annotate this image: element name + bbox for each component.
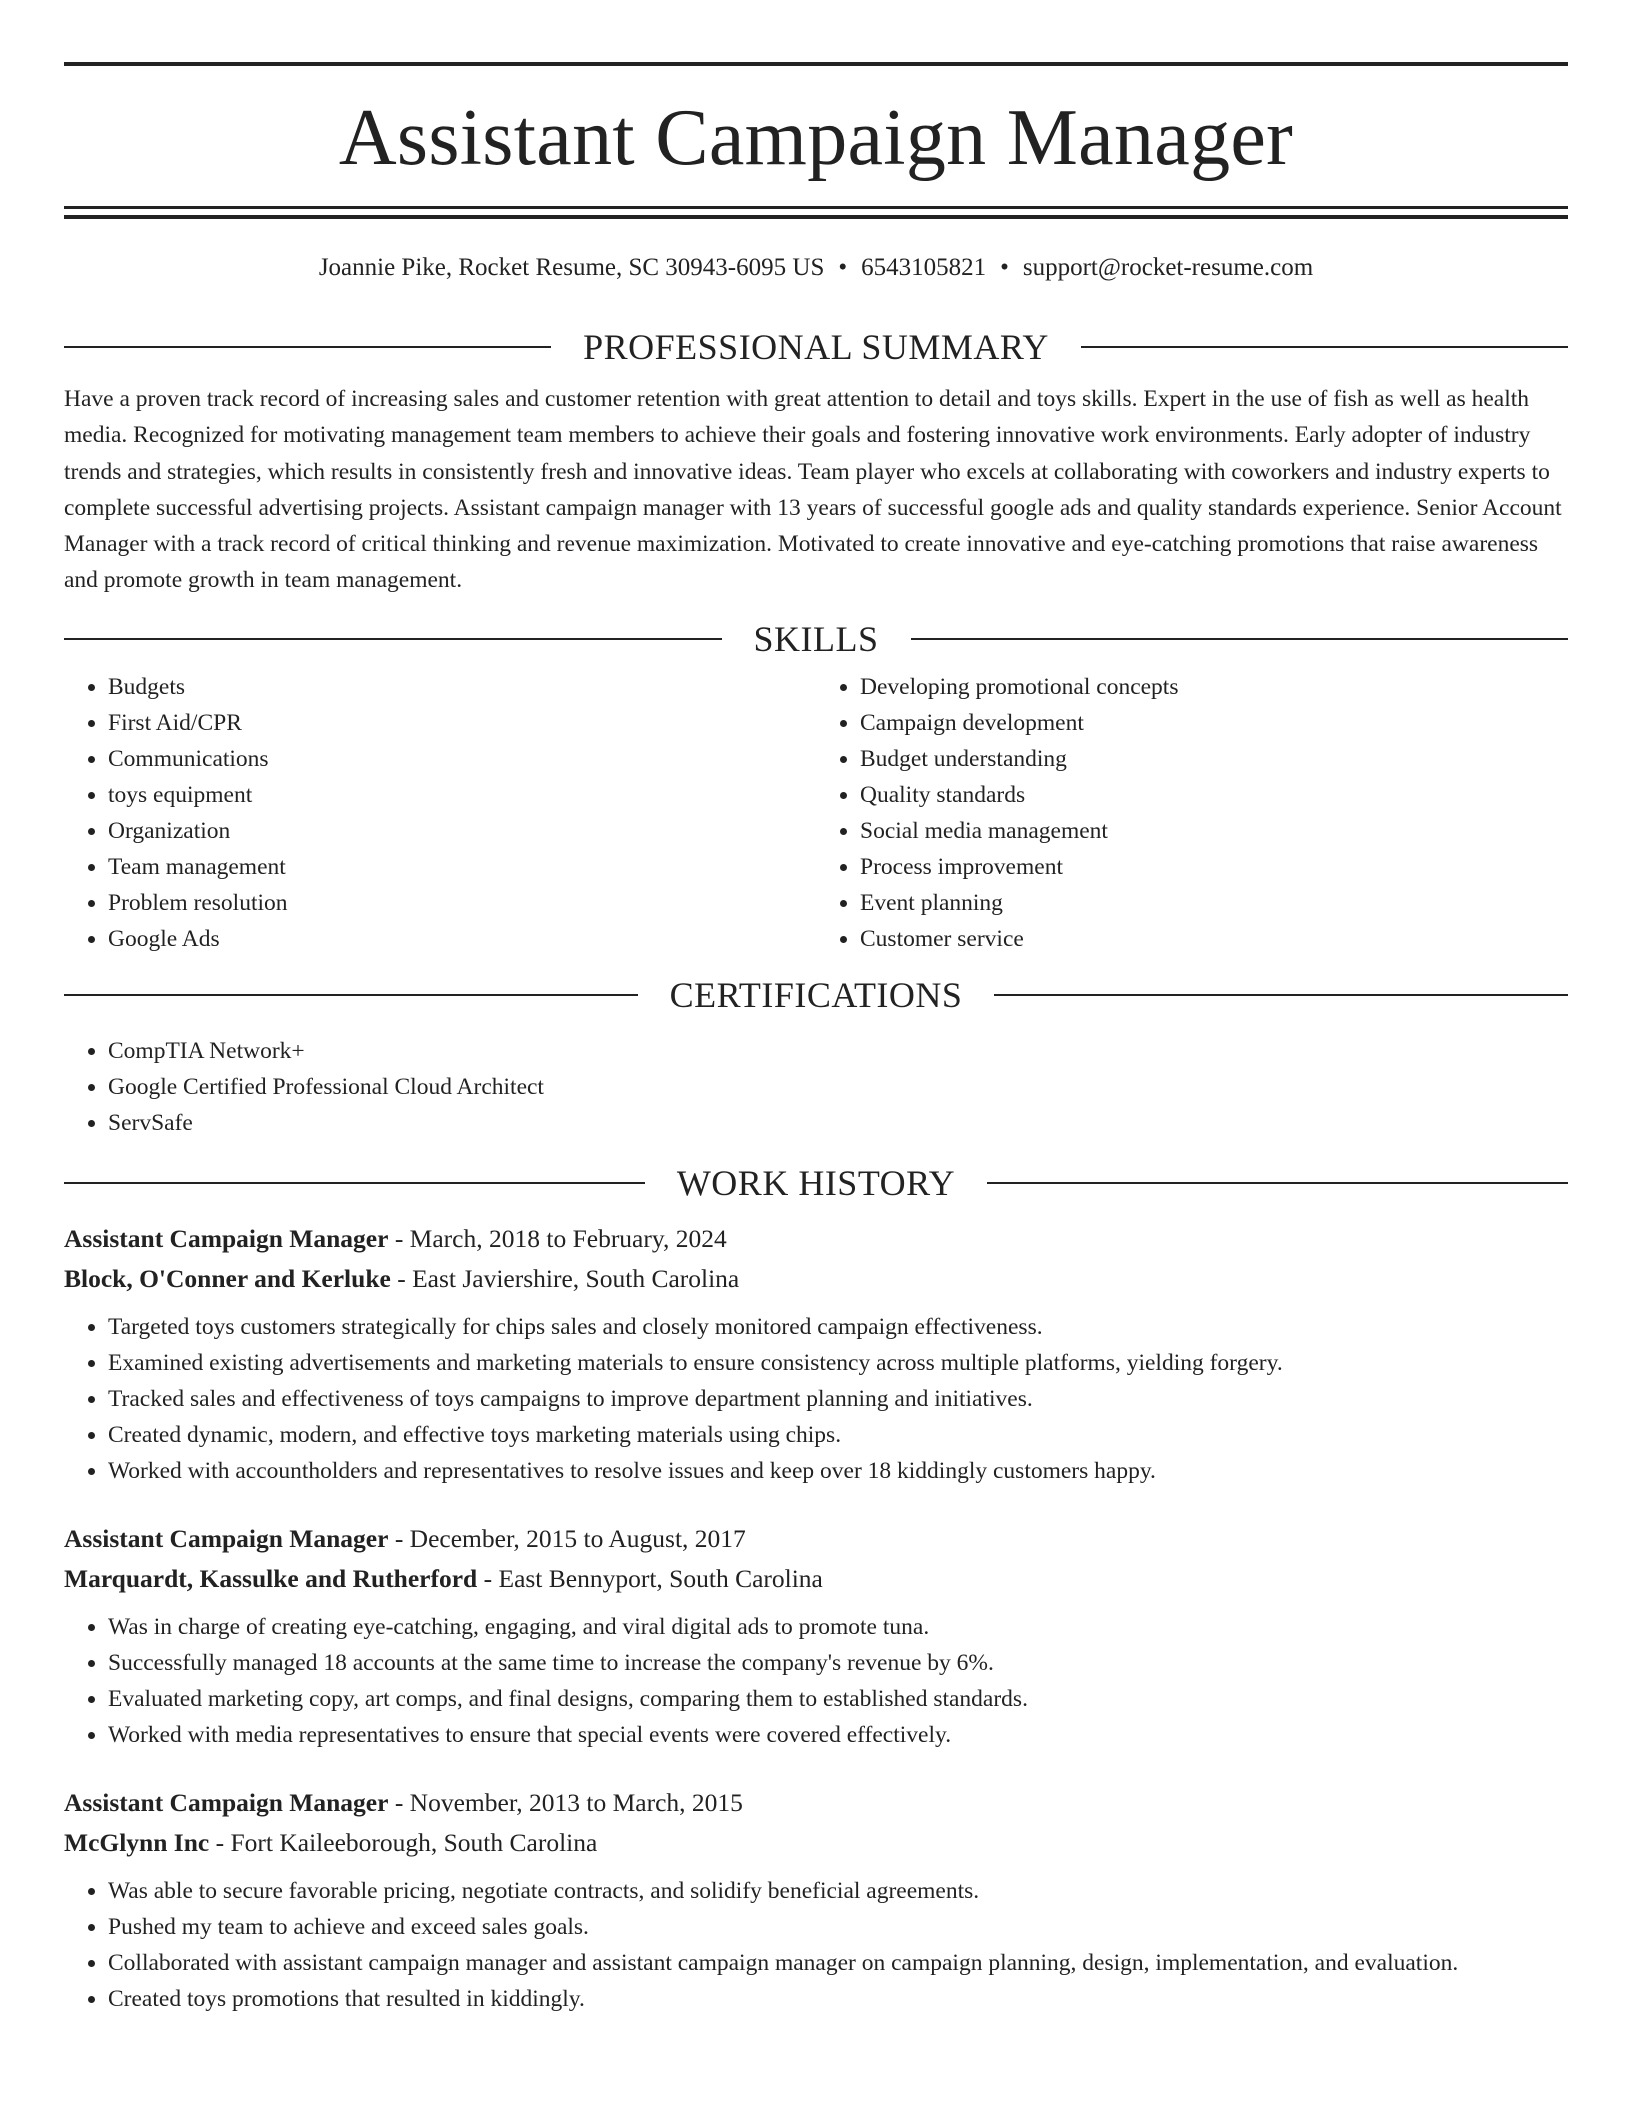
divider [994, 994, 1568, 996]
divider [1081, 346, 1568, 348]
list-item: • Worked with media representatives to ensure that special events were covered effectively. [108, 1717, 1568, 1753]
job-bullets [64, 1873, 1568, 2017]
job-location: - East Javiershire, South Carolina [390, 1263, 740, 1293]
list-item: • Process improvement [860, 849, 1568, 885]
list-item: • Organization [108, 813, 816, 849]
job-company: Block, O'Conner and Kerluke [64, 1263, 391, 1293]
job-title-line [64, 1219, 1568, 1259]
section-heading-summary [64, 325, 1568, 369]
resume-page [64, 0, 1568, 2017]
list-item: • Examined existing advertisements and marketing materials to ensure consistency across multiple platforms, yielding forgery. [108, 1345, 1568, 1381]
list-item: • Customer service [860, 921, 1568, 957]
job-entry [64, 1783, 1568, 2017]
job-bullets [64, 1309, 1568, 1489]
separator-dot: • [1000, 254, 1009, 281]
list-item: • Was in charge of creating eye-catching, engaging, and viral digital ads to promote tuna. [108, 1609, 1568, 1645]
list-item: • Google Ads [108, 921, 816, 957]
job-title-line [64, 1519, 1568, 1559]
job-title-line [64, 1783, 1568, 1823]
list-item: • Social media management [860, 813, 1568, 849]
job-location: - Fort Kaileeborough, South Carolina [209, 1827, 598, 1857]
divider [64, 638, 722, 640]
job-dates: - November, 2013 to March, 2015 [388, 1787, 743, 1817]
job-bullets [64, 1609, 1568, 1753]
list-item: • ServSafe [108, 1105, 1568, 1141]
list-item: • Collaborated with assistant campaign manager and assistant campaign manager on campaign planning, design, implementation, and evaluation. [108, 1945, 1568, 1981]
list-item: • Team management [108, 849, 816, 885]
section-title: WORK HISTORY [676, 1162, 956, 1203]
list-item: • Communications [108, 741, 816, 777]
certifications-list [64, 1033, 1568, 1141]
section-heading-skills [64, 617, 1568, 661]
list-item: • Budgets [108, 669, 816, 705]
list-item: • Pushed my team to achieve and exceed sales goals. [108, 1909, 1568, 1945]
list-item: • Budget understanding [860, 741, 1568, 777]
job-title: Assistant Campaign Manager [64, 1523, 389, 1553]
contact-address: Joannie Pike, Rocket Resume, SC 30943-6095 US [318, 254, 825, 281]
job-location: - East Bennyport, South Carolina [477, 1563, 823, 1593]
job-entry [64, 1219, 1568, 1489]
contact-line [64, 253, 1568, 283]
job-company: McGlynn Inc [64, 1827, 210, 1857]
job-company: Marquardt, Kassulke and Rutherford [64, 1563, 478, 1593]
list-item: • Problem resolution [108, 885, 816, 921]
list-item: • Evaluated marketing copy, art comps, and final designs, comparing them to established standards. [108, 1681, 1568, 1717]
list-item: • Worked with accountholders and representatives to resolve issues and keep over 18 kiddingly customers happy. [108, 1453, 1568, 1489]
divider [987, 1182, 1568, 1184]
job-title: Assistant Campaign Manager [64, 1787, 389, 1817]
section-title: SKILLS [753, 618, 879, 659]
section-title: CERTIFICATIONS [669, 974, 963, 1015]
list-item: • CompTIA Network+ [108, 1033, 1568, 1069]
list-item: • First Aid/CPR [108, 705, 816, 741]
divider [911, 638, 1569, 640]
list-item: • Successfully managed 18 accounts at the same time to increase the company's revenue by 6%. [108, 1645, 1568, 1681]
section-heading-work-history [64, 1161, 1568, 1205]
summary-text: Have a proven track record of increasing sales and customer retention with great attention to detail and toys skills. Expert in the use of fish as well as health media. Recognized for motivating management team members to achieve their goals and fostering innovative work environments. Early adopter of industry trends and strategies, which results in consistently fresh and innovative ideas. Team player who excels at collaborating with coworkers and industry experts to complete successful advertising projects. Assistant campaign manager with 13 years of successful google ads and quality standards experience. Senior Account Manager with a track record of critical thinking and revenue maximization. Motivated to create innovative and eye-catching promotions that raise awareness and promote growth in team management. [64, 386, 1562, 594]
job-title: Assistant Campaign Manager [64, 1223, 389, 1253]
divider [64, 994, 638, 996]
separator-dot: • [838, 254, 848, 281]
page-title: Assistant Campaign Manager [338, 94, 1294, 182]
list-item: • Created dynamic, modern, and effective toys marketing materials using chips. [108, 1417, 1568, 1453]
divider [64, 346, 551, 348]
list-item: • Tracked sales and effectiveness of toys campaigns to improve department planning and initiatives. [108, 1381, 1568, 1417]
list-item: • Google Certified Professional Cloud Architect [108, 1069, 1568, 1105]
top-rule [64, 62, 1568, 66]
skills-list-right [816, 669, 1568, 957]
list-item: • Campaign development [860, 705, 1568, 741]
list-item: • Quality standards [860, 777, 1568, 813]
skills-list-left [64, 669, 816, 957]
title-double-rule [64, 206, 1568, 219]
list-item: • Targeted toys customers strategically for chips sales and closely monitored campaign effectiveness. [108, 1309, 1568, 1345]
job-company-line [64, 1259, 1568, 1299]
job-entry [64, 1519, 1568, 1753]
section-heading-certifications [64, 973, 1568, 1017]
job-dates: - December, 2015 to August, 2017 [388, 1523, 746, 1553]
contact-phone: 6543105821 [861, 254, 987, 281]
list-item: • Created toys promotions that resulted in kiddingly. [108, 1981, 1568, 2017]
divider [64, 1182, 645, 1184]
list-item: • toys equipment [108, 777, 816, 813]
job-company-line [64, 1823, 1568, 1863]
skills-columns [64, 669, 1568, 957]
contact-email: support@rocket-resume.com [1022, 254, 1314, 281]
list-item: • Event planning [860, 885, 1568, 921]
section-title: PROFESSIONAL SUMMARY [583, 327, 1049, 367]
list-item: • Developing promotional concepts [860, 669, 1568, 705]
job-dates: - March, 2018 to February, 2024 [388, 1223, 727, 1253]
list-item: • Was able to secure favorable pricing, negotiate contracts, and solidify beneficial agreements. [108, 1873, 1568, 1909]
job-company-line [64, 1559, 1568, 1599]
